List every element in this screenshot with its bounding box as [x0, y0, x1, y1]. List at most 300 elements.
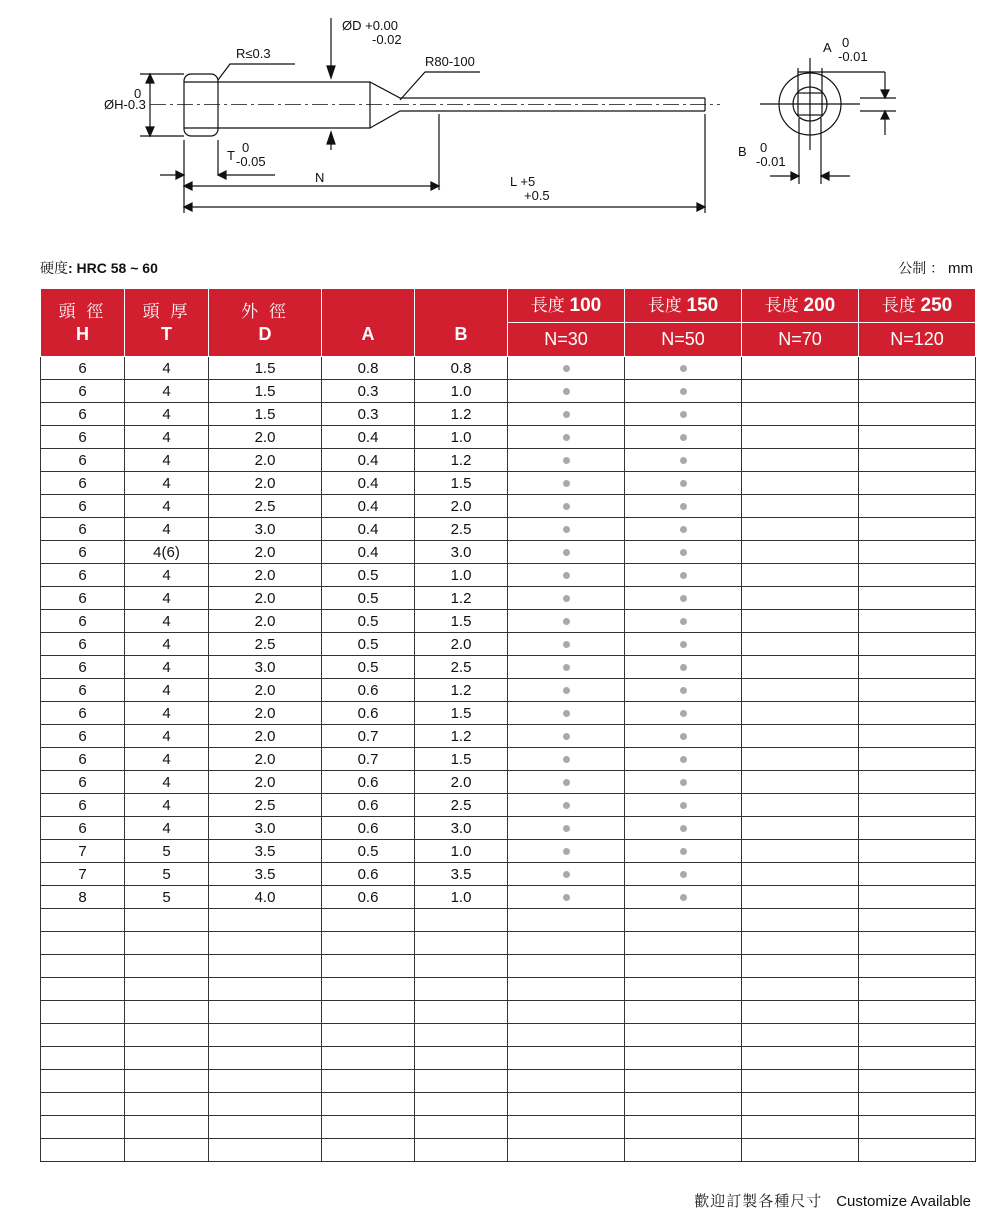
- empty-row: [41, 1139, 976, 1162]
- cell-len-250: [859, 817, 976, 840]
- header-d: 外 徑 D: [209, 289, 322, 357]
- cell-len-100: [508, 725, 625, 748]
- empty-cell: [508, 1001, 625, 1024]
- cell-h: 6: [41, 679, 125, 702]
- availability-dot: [563, 480, 570, 487]
- cell-len-250: [859, 840, 976, 863]
- cell-a: 0.5: [322, 840, 415, 863]
- cell-h: 6: [41, 357, 125, 380]
- cell-len-100: [508, 840, 625, 863]
- cell-d: 2.0: [209, 610, 322, 633]
- cell-len-250: [859, 357, 976, 380]
- table-row: [41, 863, 976, 886]
- cell-t: 4: [125, 610, 209, 633]
- table-row: [41, 403, 976, 426]
- cell-d: 2.0: [209, 541, 322, 564]
- table-row: [41, 587, 976, 610]
- cell-b: 3.5: [415, 863, 508, 886]
- empty-cell: [41, 955, 125, 978]
- cell-d: 2.0: [209, 564, 322, 587]
- cell-h: 6: [41, 403, 125, 426]
- cell-t: 5: [125, 840, 209, 863]
- empty-cell: [859, 1093, 976, 1116]
- availability-dot: [563, 572, 570, 579]
- cell-t: 4: [125, 702, 209, 725]
- availability-dot: [563, 411, 570, 418]
- cell-len-150: [625, 771, 742, 794]
- cell-len-100: [508, 380, 625, 403]
- header-n-50: N=50: [625, 323, 742, 357]
- empty-cell: [125, 1139, 209, 1162]
- cell-t: 4: [125, 633, 209, 656]
- cell-t: 4: [125, 380, 209, 403]
- availability-dot: [563, 526, 570, 533]
- cell-len-100: [508, 449, 625, 472]
- empty-cell: [322, 1047, 415, 1070]
- empty-cell: [859, 1116, 976, 1139]
- cell-len-150: [625, 426, 742, 449]
- cell-t: 4: [125, 518, 209, 541]
- empty-cell: [41, 1093, 125, 1116]
- cell-len-100: [508, 886, 625, 909]
- empty-row: [41, 909, 976, 932]
- r-neck-label: R80-100: [425, 54, 475, 69]
- empty-cell: [742, 1116, 859, 1139]
- cell-len-250: [859, 541, 976, 564]
- availability-dot: [563, 756, 570, 763]
- cell-b: 1.0: [415, 426, 508, 449]
- empty-cell: [209, 1116, 322, 1139]
- table-row: [41, 656, 976, 679]
- table-row: [41, 702, 976, 725]
- hardness-value: : HRC 58 ~ 60: [68, 260, 158, 276]
- cell-t: 4: [125, 679, 209, 702]
- empty-cell: [625, 1024, 742, 1047]
- table-row: [41, 426, 976, 449]
- cell-h: 8: [41, 886, 125, 909]
- cell-h: 6: [41, 518, 125, 541]
- table-row: [41, 725, 976, 748]
- empty-cell: [322, 909, 415, 932]
- cell-len-100: [508, 587, 625, 610]
- empty-cell: [209, 909, 322, 932]
- cell-a: 0.4: [322, 518, 415, 541]
- cell-h: 6: [41, 725, 125, 748]
- availability-dot: [563, 503, 570, 510]
- n-label: N: [315, 170, 325, 185]
- availability-dot: [680, 756, 687, 763]
- cell-len-250: [859, 679, 976, 702]
- cell-len-250: [859, 633, 976, 656]
- cell-b: 1.2: [415, 587, 508, 610]
- empty-cell: [125, 1024, 209, 1047]
- a-label: A: [823, 40, 832, 55]
- cell-b: 2.5: [415, 518, 508, 541]
- availability-dot: [680, 457, 687, 464]
- cell-len-150: [625, 495, 742, 518]
- cell-len-150: [625, 449, 742, 472]
- empty-cell: [209, 1047, 322, 1070]
- empty-cell: [508, 932, 625, 955]
- cell-len-200: [742, 886, 859, 909]
- cell-len-150: [625, 863, 742, 886]
- cell-b: 3.0: [415, 817, 508, 840]
- cell-a: 0.5: [322, 633, 415, 656]
- cell-len-200: [742, 840, 859, 863]
- empty-cell: [742, 1139, 859, 1162]
- cell-len-100: [508, 403, 625, 426]
- empty-cell: [209, 1093, 322, 1116]
- cell-len-200: [742, 403, 859, 426]
- availability-dot: [563, 457, 570, 464]
- cell-len-100: [508, 610, 625, 633]
- cell-b: 1.5: [415, 610, 508, 633]
- cell-len-200: [742, 817, 859, 840]
- cell-b: 0.8: [415, 357, 508, 380]
- cell-len-100: [508, 357, 625, 380]
- cell-t: 4: [125, 426, 209, 449]
- cell-len-100: [508, 656, 625, 679]
- cell-t: 4: [125, 748, 209, 771]
- availability-dot: [680, 664, 687, 671]
- cell-b: 1.5: [415, 472, 508, 495]
- header-a: A: [322, 289, 415, 357]
- table-row: [41, 794, 976, 817]
- cell-a: 0.4: [322, 541, 415, 564]
- cell-len-150: [625, 725, 742, 748]
- cell-d: 2.0: [209, 472, 322, 495]
- availability-dot: [680, 549, 687, 556]
- cell-h: 6: [41, 702, 125, 725]
- availability-dot: [680, 802, 687, 809]
- empty-cell: [859, 932, 976, 955]
- availability-dot: [680, 733, 687, 740]
- cell-len-100: [508, 426, 625, 449]
- cell-len-250: [859, 886, 976, 909]
- b-tol-top: 0: [760, 140, 768, 155]
- cell-len-100: [508, 863, 625, 886]
- cell-len-200: [742, 541, 859, 564]
- empty-cell: [41, 978, 125, 1001]
- table-row: [41, 564, 976, 587]
- empty-cell: [625, 1116, 742, 1139]
- cell-b: 2.0: [415, 495, 508, 518]
- cell-a: 0.8: [322, 357, 415, 380]
- empty-cell: [125, 1070, 209, 1093]
- cell-a: 0.4: [322, 426, 415, 449]
- empty-row: [41, 978, 976, 1001]
- empty-cell: [742, 955, 859, 978]
- cell-len-100: [508, 794, 625, 817]
- empty-cell: [415, 978, 508, 1001]
- header-n-120: N=120: [859, 323, 976, 357]
- cell-d: 2.5: [209, 495, 322, 518]
- unit-note: [898, 258, 973, 278]
- cell-len-250: [859, 771, 976, 794]
- cell-h: 6: [41, 495, 125, 518]
- cell-len-150: [625, 403, 742, 426]
- cell-len-100: [508, 817, 625, 840]
- cell-len-200: [742, 426, 859, 449]
- cell-d: 2.0: [209, 587, 322, 610]
- availability-dot: [563, 710, 570, 717]
- empty-cell: [742, 932, 859, 955]
- footer-cn: 歡迎訂製各種尺寸: [694, 1193, 823, 1210]
- table-row: [41, 541, 976, 564]
- availability-dot: [680, 710, 687, 717]
- availability-dot: [680, 503, 687, 510]
- cell-a: 0.6: [322, 886, 415, 909]
- cell-b: 2.5: [415, 656, 508, 679]
- table-row: [41, 679, 976, 702]
- cell-b: 2.5: [415, 794, 508, 817]
- cell-a: 0.4: [322, 449, 415, 472]
- cell-t: 4: [125, 656, 209, 679]
- empty-cell: [125, 1093, 209, 1116]
- cell-len-250: [859, 495, 976, 518]
- b-tol-bottom: -0.01: [756, 154, 786, 169]
- empty-cell: [625, 909, 742, 932]
- table-row: [41, 380, 976, 403]
- availability-dot: [563, 687, 570, 694]
- empty-cell: [742, 909, 859, 932]
- cell-h: 7: [41, 863, 125, 886]
- empty-cell: [742, 1093, 859, 1116]
- footer-note: [694, 1190, 971, 1211]
- header-n-30: N=30: [508, 323, 625, 357]
- cell-d: 1.5: [209, 380, 322, 403]
- cell-a: 0.6: [322, 817, 415, 840]
- cell-d: 4.0: [209, 886, 322, 909]
- empty-cell: [322, 1070, 415, 1093]
- cell-b: 1.2: [415, 449, 508, 472]
- availability-dot: [680, 825, 687, 832]
- empty-cell: [625, 1070, 742, 1093]
- availability-dot: [680, 894, 687, 901]
- empty-cell: [322, 1001, 415, 1024]
- cell-d: 2.0: [209, 725, 322, 748]
- header-h: 頭 徑 H: [41, 289, 125, 357]
- cell-d: 3.5: [209, 840, 322, 863]
- empty-cell: [859, 1139, 976, 1162]
- empty-cell: [859, 1047, 976, 1070]
- cell-len-200: [742, 587, 859, 610]
- empty-cell: [41, 1139, 125, 1162]
- availability-dot: [563, 365, 570, 372]
- r-head-label: R≤0.3: [236, 46, 271, 61]
- empty-cell: [859, 909, 976, 932]
- empty-cell: [322, 978, 415, 1001]
- availability-dot: [680, 434, 687, 441]
- availability-dot: [680, 411, 687, 418]
- availability-dot: [680, 480, 687, 487]
- cell-len-100: [508, 702, 625, 725]
- t-tol-top: 0: [242, 140, 250, 155]
- cell-len-150: [625, 472, 742, 495]
- empty-cell: [625, 955, 742, 978]
- table-row: [41, 633, 976, 656]
- cell-a: 0.5: [322, 656, 415, 679]
- cell-h: 6: [41, 541, 125, 564]
- cell-h: 6: [41, 380, 125, 403]
- cell-len-150: [625, 702, 742, 725]
- empty-cell: [209, 932, 322, 955]
- cell-len-200: [742, 380, 859, 403]
- cell-d: 1.5: [209, 357, 322, 380]
- ejector-pin-drawing: [0, 0, 1003, 250]
- cell-a: 0.7: [322, 748, 415, 771]
- cell-len-150: [625, 541, 742, 564]
- cell-len-100: [508, 518, 625, 541]
- cell-t: 4: [125, 794, 209, 817]
- d-label: ØD +0.00: [342, 18, 399, 33]
- availability-dot: [563, 802, 570, 809]
- cell-d: 2.0: [209, 702, 322, 725]
- cell-len-250: [859, 587, 976, 610]
- l-tolerance: +0.5: [524, 188, 550, 203]
- cell-a: 0.3: [322, 403, 415, 426]
- cell-h: 6: [41, 472, 125, 495]
- empty-cell: [41, 1070, 125, 1093]
- cell-t: 4: [125, 817, 209, 840]
- d-tolerance: -0.02: [372, 32, 402, 47]
- table-row: [41, 886, 976, 909]
- cell-len-150: [625, 633, 742, 656]
- h-label: ØH-0.3: [104, 97, 146, 112]
- cell-h: 6: [41, 610, 125, 633]
- empty-cell: [322, 932, 415, 955]
- empty-cell: [125, 955, 209, 978]
- availability-dot: [680, 388, 687, 395]
- availability-dot: [680, 779, 687, 786]
- cell-d: 2.0: [209, 449, 322, 472]
- cell-len-200: [742, 449, 859, 472]
- empty-cell: [625, 978, 742, 1001]
- cell-d: 2.0: [209, 771, 322, 794]
- cell-d: 2.0: [209, 748, 322, 771]
- cell-h: 6: [41, 656, 125, 679]
- cell-len-250: [859, 564, 976, 587]
- empty-cell: [859, 978, 976, 1001]
- spec-table: [40, 288, 976, 1162]
- empty-cell: [125, 1116, 209, 1139]
- empty-cell: [41, 909, 125, 932]
- cell-h: 7: [41, 840, 125, 863]
- empty-cell: [508, 978, 625, 1001]
- header-length-100: 長度 100: [508, 289, 625, 323]
- availability-dot: [680, 595, 687, 602]
- cell-len-200: [742, 656, 859, 679]
- cell-len-250: [859, 403, 976, 426]
- pin-body-bottom: [218, 111, 705, 128]
- cell-len-100: [508, 748, 625, 771]
- empty-cell: [322, 1093, 415, 1116]
- cell-len-150: [625, 748, 742, 771]
- empty-cell: [625, 1139, 742, 1162]
- empty-cell: [415, 932, 508, 955]
- empty-cell: [415, 1139, 508, 1162]
- empty-cell: [415, 1093, 508, 1116]
- cell-len-150: [625, 610, 742, 633]
- cell-a: 0.5: [322, 610, 415, 633]
- cell-d: 3.0: [209, 656, 322, 679]
- empty-cell: [625, 1093, 742, 1116]
- cell-len-150: [625, 587, 742, 610]
- cell-b: 1.0: [415, 840, 508, 863]
- a-tol-top: 0: [842, 35, 850, 50]
- spec-table-body: [41, 357, 976, 1162]
- cell-h: 6: [41, 587, 125, 610]
- cell-len-100: [508, 564, 625, 587]
- empty-cell: [415, 1070, 508, 1093]
- table-row: [41, 495, 976, 518]
- cell-len-150: [625, 794, 742, 817]
- cell-len-200: [742, 633, 859, 656]
- empty-cell: [41, 1047, 125, 1070]
- availability-dot: [563, 825, 570, 832]
- empty-cell: [322, 955, 415, 978]
- h-tol-top: 0: [134, 86, 142, 101]
- header-length-200: 長度 200: [742, 289, 859, 323]
- empty-cell: [415, 955, 508, 978]
- cell-b: 1.5: [415, 748, 508, 771]
- cell-d: 2.0: [209, 426, 322, 449]
- cell-a: 0.7: [322, 725, 415, 748]
- cell-len-200: [742, 794, 859, 817]
- cell-len-150: [625, 886, 742, 909]
- empty-cell: [322, 1024, 415, 1047]
- cell-len-150: [625, 817, 742, 840]
- availability-dot: [563, 871, 570, 878]
- empty-cell: [625, 932, 742, 955]
- availability-dot: [680, 641, 687, 648]
- cell-len-250: [859, 518, 976, 541]
- availability-dot: [563, 434, 570, 441]
- empty-cell: [209, 1024, 322, 1047]
- l-label: L +5: [510, 174, 536, 189]
- empty-cell: [742, 1070, 859, 1093]
- table-row: [41, 518, 976, 541]
- cell-len-100: [508, 495, 625, 518]
- cell-h: 6: [41, 449, 125, 472]
- empty-cell: [209, 1070, 322, 1093]
- empty-row: [41, 1024, 976, 1047]
- cell-len-150: [625, 518, 742, 541]
- cell-len-200: [742, 564, 859, 587]
- unit-value: mm: [948, 260, 973, 277]
- empty-cell: [209, 955, 322, 978]
- empty-cell: [41, 932, 125, 955]
- cell-a: 0.4: [322, 472, 415, 495]
- cell-len-250: [859, 472, 976, 495]
- cell-len-200: [742, 725, 859, 748]
- cell-h: 6: [41, 748, 125, 771]
- empty-cell: [41, 1001, 125, 1024]
- empty-cell: [742, 1001, 859, 1024]
- empty-cell: [508, 1116, 625, 1139]
- cell-b: 1.0: [415, 564, 508, 587]
- availability-dot: [680, 848, 687, 855]
- cell-d: 3.0: [209, 518, 322, 541]
- empty-cell: [322, 1116, 415, 1139]
- cell-b: 1.0: [415, 886, 508, 909]
- cell-len-150: [625, 679, 742, 702]
- availability-dot: [563, 779, 570, 786]
- table-row: [41, 817, 976, 840]
- cell-b: 2.0: [415, 633, 508, 656]
- cell-len-200: [742, 771, 859, 794]
- cell-a: 0.5: [322, 587, 415, 610]
